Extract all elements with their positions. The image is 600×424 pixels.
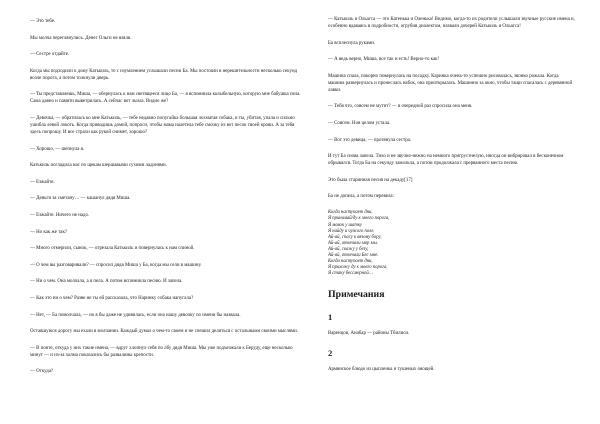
paragraph: — Деньги за сметану… — кашанул дядя Миша. bbox=[30, 196, 131, 202]
paragraph: Это была старинная песня на декаду[17] bbox=[328, 177, 413, 183]
paragraph: — Много отмерили, сынок, — отрезала Катькиль и повернулась к нам спиной. bbox=[30, 246, 195, 252]
paragraph: — Хорошо, — шепнула я. bbox=[30, 146, 85, 152]
paragraph: — Вот это девица, — протянула сестра. bbox=[328, 137, 412, 143]
paragraph: — Это тебе. bbox=[30, 19, 56, 24]
paragraph: — Езжайте. Ничего не надо. bbox=[30, 212, 90, 218]
note-number: 2 bbox=[328, 348, 333, 359]
paragraph: — Ты представляешь, Миша, — обернулась к нам светящееся лицо Ба, — я вспомнила колыбельную, которую мне бабушка пела. Сама давно и памяти выветрилась. А сейчас вот льнла. Видно же? bbox=[30, 92, 301, 105]
paragraph: — Но как же так? bbox=[30, 229, 68, 235]
paragraph: — Сестре отдайте. bbox=[30, 52, 70, 58]
poem-verse bbox=[328, 210, 576, 277]
verse-line: Я найду и чужого поле. bbox=[328, 228, 375, 234]
paragraph: — А ведь верно, Миша, все так и есть! Верно-то как! bbox=[328, 57, 440, 63]
note-number: 1 bbox=[328, 312, 333, 323]
paragraph: Когда мы подходили к дому Катькиль, то с изумлением услышали песни Ба. Мы постояли в нерешительности несколько секунд возле порога, а потом толкнули дверь. bbox=[30, 68, 298, 81]
right-page bbox=[328, 0, 576, 424]
right-page-body bbox=[328, 0, 576, 373]
paragraph: — Тебя что, совсем не мутит? — в очередной раз спросила она меня. bbox=[328, 104, 473, 110]
left-page-body bbox=[30, 0, 302, 375]
note-text: Армянское блюдо из цыпленка и тушеных овощей. bbox=[328, 367, 435, 373]
verse-line: Ай-ай, скажу у безу, bbox=[328, 246, 369, 252]
paragraph: И тут Ба снова запела. Тихо и не звучно-нежно на немного пригрустнелую, иногда он вибрировал в бесконечном обрывался. Тогда Ба на секунду замолкла, а потом продолжала с прерванного места песню. bbox=[328, 154, 564, 167]
verse-line: Я принимай/ду к моего порога, bbox=[328, 216, 390, 222]
paragraph: Машина спала, покорно повернулась на посадку. Каринка очень-то успешно рисовалась, звонко рожала. Когда машина развернулась и пронеслась набок, она приоткрылась. Машинно за окно, чтобы тащи спасалась с деревянной лавки. bbox=[328, 73, 573, 93]
paragraph: — Как это ни о чем? Разве не ты ей рассказала, что Наринку собака напугала? bbox=[30, 295, 194, 301]
paragraph: — Езжайте. bbox=[30, 179, 55, 185]
paragraph: — Ни о чем. Она молчала, а я пела. А потом вспомнила песню. И запела. bbox=[30, 279, 183, 285]
notes-heading: Примечания bbox=[328, 289, 385, 301]
paragraph: — В понте, откуда у них такие имена, — вдруг хлопнул себя по лбу дядя Миша. Мы уже подъезжали к Беруду, еще несколько минут — и из-за холма показались бы развалины крепости. bbox=[30, 345, 293, 358]
verse-line: Ай-ай, отвечали мор мы. bbox=[328, 240, 378, 246]
verse-line: Ай-ай, отвечали Бес мне. bbox=[328, 253, 379, 258]
paragraph: Мы молча переглянулись. Денег Ольги не взяли. bbox=[30, 35, 132, 41]
verse-line: Я мавок у шатку bbox=[328, 222, 363, 228]
paragraph: — Девочка, — обратилась ко мне Катькиль, — тебе недавно попугайка большая лохматая собака, и ты, убитая, упала и сильно ушибла левой локоть. Когда приводишь домой, попроси, чтобы мама налетела тебе смочку из вот песок твоей крови. А за тебя здесь попрошу. И все страхи как рукой снимет, хорошо? bbox=[30, 115, 295, 135]
paragraph: — Нет, — Ба помолчала, — но я бы даже не удивилась, если она нашу девочку по имени бы назвала. bbox=[30, 312, 241, 318]
paragraph: — Катькиль и Ольагса — это Катенька и Оленька! Видимо, когда-то их родители услышали звучные русские имена и, особенно вдаваясь в подробности, огрубив диалектом, назвали дочерей Катькиль и Ольагса! bbox=[328, 17, 575, 29]
verse-line: Когда наступает дни, bbox=[328, 210, 373, 216]
left-page bbox=[30, 0, 302, 424]
paragraph: — Совсем. Нов целом устала. bbox=[328, 120, 391, 126]
verse-line: Ай-ай, спасу к вязому бору, bbox=[328, 234, 382, 240]
verse-line: Я стану бессмерной… bbox=[328, 271, 373, 277]
note-text: Варенцов, Анабар — районы Тбилиси. bbox=[328, 331, 410, 337]
paragraph: Ба всплеснула руками. bbox=[328, 40, 376, 46]
paragraph: — О чем вы разговаривали? — спросил дядя Миша у Ба, когда мы сели в машину. bbox=[30, 262, 202, 268]
paragraph: — Откуда? bbox=[30, 369, 54, 375]
verse-line: Когда наступает дни, bbox=[328, 259, 373, 265]
verse-line: Я прихожу ду к моего порога, bbox=[328, 265, 388, 271]
paragraph: Оставшуюся дорогу мы ехали в молчании. Каждый думал о чем-то своем и не спешил делиться с остальными своими мыслями. bbox=[30, 329, 298, 335]
paragraph: Катькиль погладила нас по щекам шершавыми сухими ладонями. bbox=[30, 163, 167, 169]
paragraph: Ба не допела, а потом перевела: bbox=[328, 194, 394, 200]
